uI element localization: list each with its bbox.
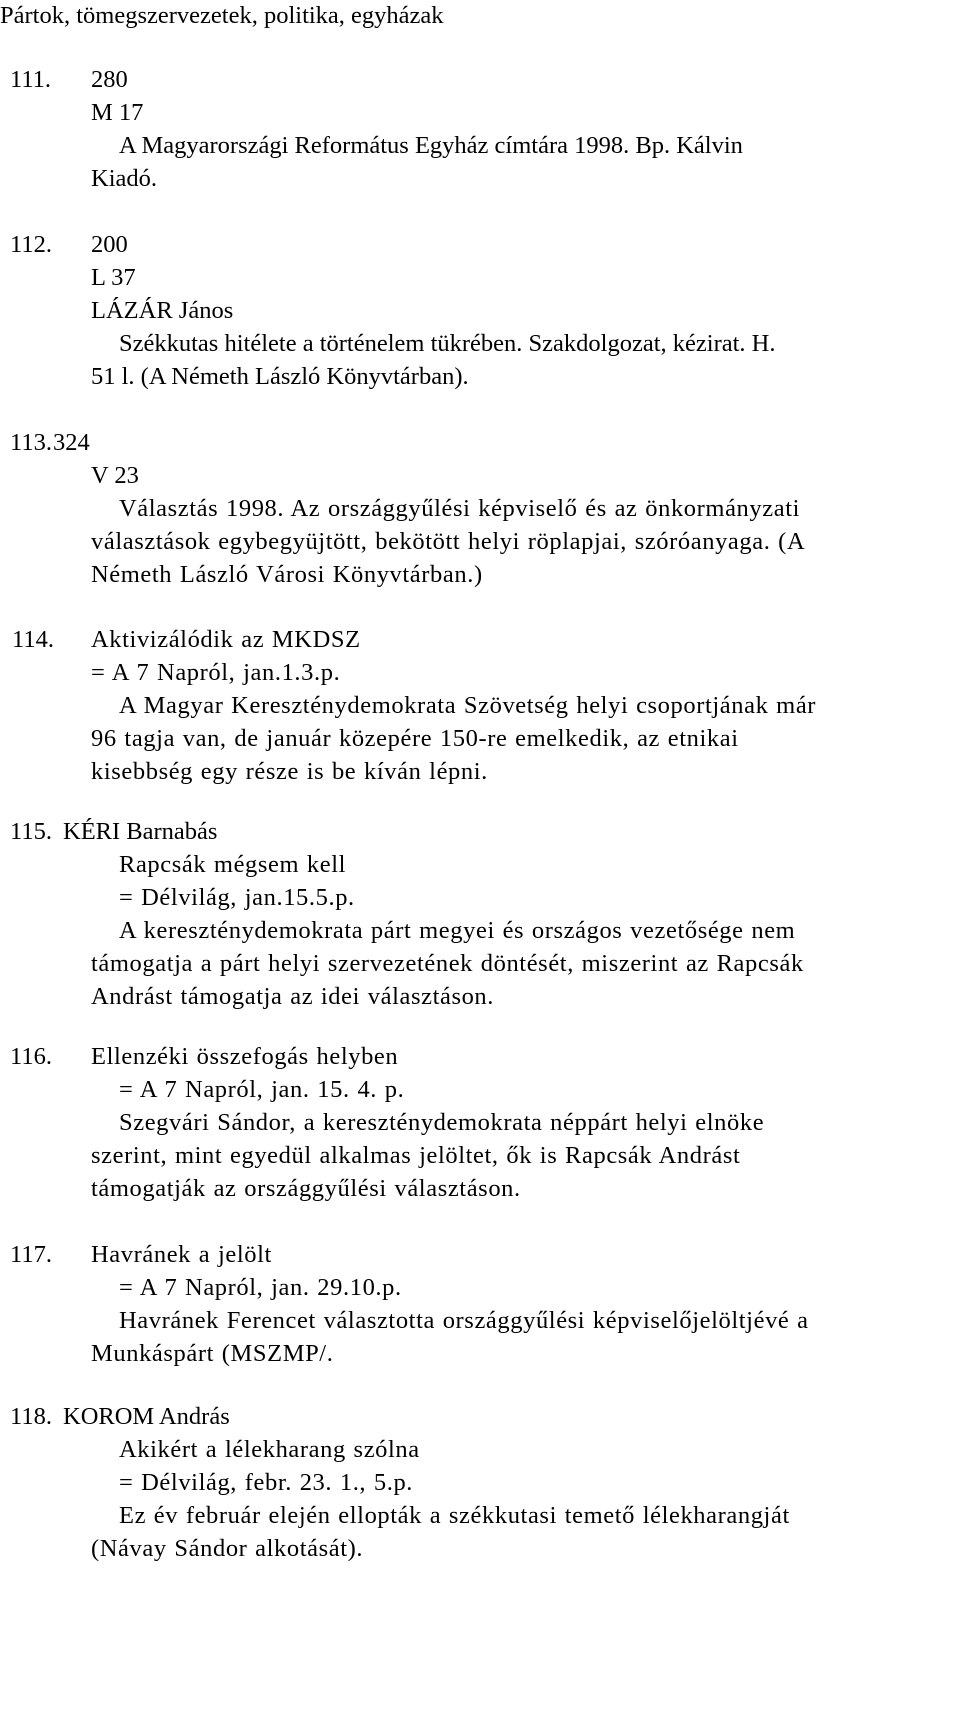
entry-number: 117. (10, 1241, 52, 1268)
entry-text-line: 51 l. (A Németh László Könyvtárban). (91, 363, 469, 390)
call-number: 324 (53, 429, 90, 456)
entry-text-line: szerint, mint egyedül alkalmas jelöltet, ők is Rapcsák Andrást (91, 1142, 741, 1169)
shelf-mark: L 37 (91, 264, 136, 291)
entry-text-line: (Návay Sándor alkotását). (91, 1535, 364, 1562)
entry-author: KOROM András (63, 1403, 230, 1430)
entry-text-line: Munkáspárt (MSZMP/. (91, 1340, 334, 1367)
entry-text-line: A Magyarországi Református Egyház címtára 1998. Bp. Kálvin (119, 132, 743, 159)
entry-number: 113. (10, 429, 52, 456)
entry-text-line: A kereszténydemokrata párt megyei és országos vezetősége nem (119, 917, 796, 944)
entry-text-line: támogatják az országgyűlési választáson. (91, 1175, 521, 1202)
entry-title: Akikért a lélekharang szólna (119, 1436, 420, 1463)
shelf-mark: M 17 (91, 99, 144, 126)
entry-text-line: Székkutas hitélete a történelem tükrében. Szakdolgozat, kézirat. H. (119, 330, 776, 357)
entry-text-line: Ez év február elején ellopták a székkutasi temető lélekharangját (119, 1502, 790, 1529)
entry-text-line: A Magyar Kereszténydemokrata Szövetség helyi csoportjának már (119, 692, 817, 719)
shelf-mark: V 23 (91, 462, 139, 489)
entry-title: Aktivizálódik az MKDSZ (91, 626, 361, 653)
entry-text-line: 96 tagja van, de január közepére 150-re emelkedik, az etnikai (91, 725, 739, 752)
entry-number: 111. (10, 66, 52, 93)
entry-author: LÁZÁR János (91, 297, 234, 324)
entry-text-line: Választás 1998. Az országgyűlési képviselő és az önkormányzati (119, 495, 801, 522)
entry-text-line: választások egybegyüjtött, bekötött helyi röplapjai, szóróanyaga. (A (91, 528, 806, 555)
entry-text-line: Németh László Városi Könyvtárban.) (91, 561, 483, 588)
entry-title: Havránek a jelölt (91, 1241, 272, 1268)
page-heading: Pártok, tömegszervezetek, politika, egyházak (0, 2, 444, 29)
entry-author: KÉRI Barnabás (63, 818, 218, 845)
entry-number: 114. (12, 626, 54, 653)
entry-number: 112. (10, 231, 52, 258)
entry-text-line: Andrást támogatja az idei választáson. (91, 983, 495, 1010)
entry-source: = A 7 Napról, jan. 15. 4. p. (119, 1076, 405, 1103)
entry-number: 118. (10, 1403, 52, 1430)
entry-source: = Délvilág, febr. 23. 1., 5.p. (119, 1469, 414, 1496)
entry-text-line: Szegvári Sándor, a kereszténydemokrata néppárt helyi elnöke (119, 1109, 765, 1136)
entry-source: = Délvilág, jan.15.5.p. (119, 884, 355, 911)
entry-text-line: kisebbség egy része is be kíván lépni. (91, 758, 488, 785)
entry-number: 116. (10, 1043, 52, 1070)
entry-title: Rapcsák mégsem kell (119, 851, 347, 878)
call-number: 280 (91, 66, 128, 93)
entry-title: Ellenzéki összefogás helyben (91, 1043, 399, 1070)
entry-text-line: Kiadó. (91, 165, 157, 192)
entry-source: = A 7 Napról, jan.1.3.p. (91, 659, 341, 686)
entry-source: = A 7 Napról, jan. 29.10.p. (119, 1274, 402, 1301)
entry-text-line: Havránek Ferencet választotta országgyűlési képviselőjelöltjévé a (119, 1307, 809, 1334)
call-number: 200 (91, 231, 128, 258)
entry-text-line: támogatja a párt helyi szervezetének döntését, miszerint az Rapcsák (91, 950, 804, 977)
entry-number: 115. (10, 818, 52, 845)
